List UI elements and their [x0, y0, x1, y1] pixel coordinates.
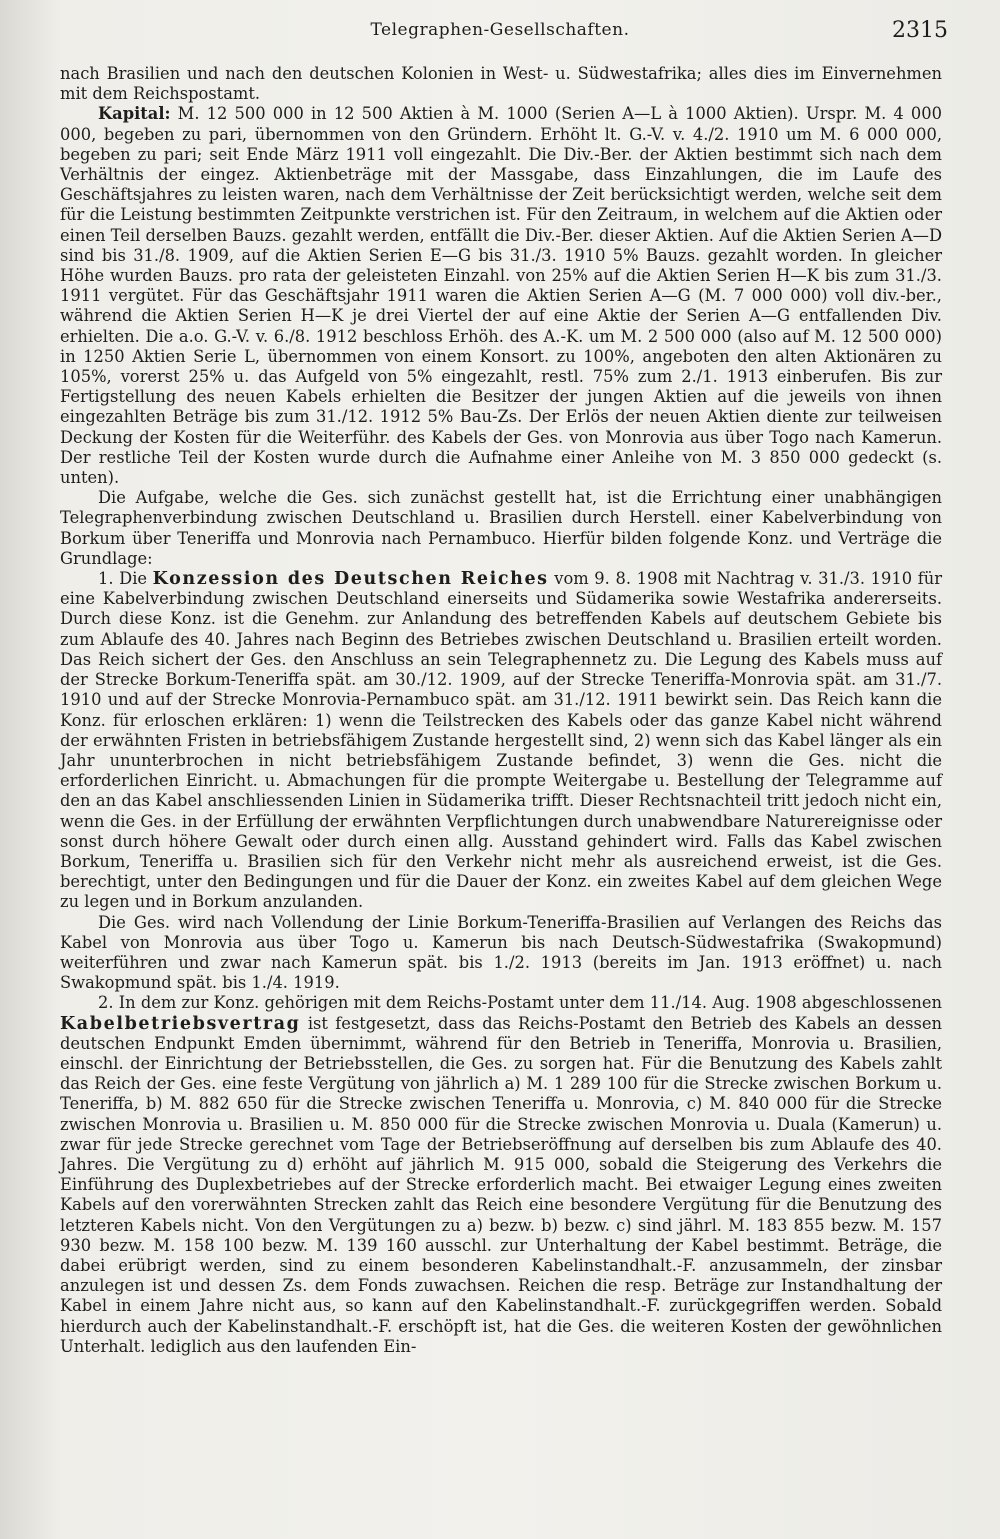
paragraph-text: Die Aufgabe, welche die Ges. sich zunächst gestellt hat, ist die Errichtung einer unabhängigen Telegraphenverbindung zwischen Deutschland u. Brasilien durch Herstell. einer Kabelverbindung von Borkum über Teneriffa und Monrovia nach Pernambuco. Hierfür bilden folgende Konz. und Verträge die Grundlage: [60, 488, 942, 568]
paragraph-text: nach Brasilien und nach den deutschen Kolonien in West- u. Südwestafrika; alles dies im Einvernehmen mit dem Reichspostamt. [60, 64, 942, 104]
paragraph-kapital [60, 104, 942, 488]
paragraph-prefix: 1. Die [98, 569, 153, 589]
paragraph-text: Die Ges. wird nach Vollendung der Linie Borkum-Teneriffa-Brasilien auf Verlangen des Reichs das Kabel von Monrovia aus über Togo u. Kamerun bis nach Deutsch-Südwestafrika (Swakopmund) weiterführen und zwar nach Kamerun spät. bis 1./2. 1913 (bereits im Jan. 1913 eröffnet) u. nach Swakopmund spät. bis 1./4. 1919. [60, 912, 942, 993]
paragraph-text: ist festgesetzt, dass das Reichs-Postamt den Betrieb des Kabels an dessen deutschen Endpunkt Emden übernimmt, während für den Betrieb in Teneriffa, Monrovia u. Brasilien, einschl. der Einrichtung der Betriebsstellen, die Ges. zu sorgen hat. Für die Benutzung des Kabels zahlt das Reich der Ges. eine feste Vergütung von jährlich a) M. 1 289 100 für die Strecke zwischen Borkum u. Teneriffa, b) M. 882 650 für die Strecke zwischen Teneriffa u. Monrovia, c) M. 840 000 für die Strecke zwischen Monrovia u. Brasilien u. M. 850 000 für die Strecke zwischen Monrovia u. Duala (Kamerun) u. zwar für jede Strecke gerechnet vom Tage der Betriebseröffnung auf derselben bis zum Ablaufe des 40. Jahres. Die Vergütung zu d) erhöht auf jährlich M. 915 000, sobald die Steigerung des Verkehrs die Einführung des Duplexbetriebes auf der Strecke erforderlich macht. Bei etwaiger Legung eines zweiten Kabels auf den vorerwähnten Strecken zahlt das Reich eine besondere Vergütung für die Benutzung des letzteren Kabels nicht. Von den Vergütungen zu a) bezw. b) bezw. c) sind jährl. M. 183 855 bezw. M. 157 930 bezw. M. 158 100 bezw. M. 139 160 ausschl. zur Unterhaltung der Kabel bestimmt. Beträge, die dabei erübrigt werden, sind zu einem besonderen Kabelinstandhalt.-F. anzusammeln, der zinsbar anzulegen ist und dessen Zs. dem Fonds zuwachsen. Reichen die resp. Beträge zur Instandhaltung der Kabel in einem Jahre nicht aus, so kann auf den Kabelinstandhalt.-F. zurückgegriffen werden. Sobald hierdurch auch der Kabelinstandhalt.-F. erschöpft ist, hat die Ges. die weiteren Kosten der gewöhnlichen Unterhalt. lediglich aus den laufenden Ein- [60, 1013, 942, 1356]
kapital-label: Kapital: [98, 104, 171, 124]
running-head: Telegraphen-Gesellschaften. [370, 20, 630, 40]
paragraph-intro [60, 64, 942, 104]
paragraph-kabelbetriebsvertrag [60, 993, 942, 1357]
paragraph-aufgabe [60, 488, 942, 569]
paragraph-konzession [60, 569, 942, 912]
page-body [60, 64, 942, 1357]
konzession-heading: Konzession des Deutschen Reiches [152, 569, 549, 590]
paragraph-text: M. 12 500 000 in 12 500 Aktien à M. 1000 (Serien A—L à 1000 Aktien). Urspr. M. 4 000 000, begeben zu pari, übernommen von den Gründern. Erhöht lt. G.-V. v. 4./2. 1910 um M. 6 000 000, begeben zu pari; seit Ende März 1911 voll eingezahlt. Die Div.-Ber. der Aktien bestimmt sich nach dem Verhältnis der eingez. Aktienbeträge mit der Massgabe, dass Einzahlungen, die im Laufe des Geschäftsjahres zu leisten waren, nach dem Verhältnisse der Zeit berücksichtigt werden, welche seit dem für die Leistung bestimmten Zeitpunkte verstrichen ist. Für den Zeitraum, in welchem auf die Aktien oder einen Teil derselben Bauzs. gezahlt werden, entfällt die Div.-Ber. dieser Aktien. Auf die Aktien Serien A—D sind bis 31./8. 1909, auf die Aktien Serien E—G bis 31./3. 1910 5% Bauzs. gezahlt worden. In gleicher Höhe wurden Bauzs. pro rata der geleisteten Einzahl. von 25% auf die Aktien Serien H—K bis zum 31./3. 1911 vergütet. Für das Geschäftsjahr 1911 waren die Aktien Serien A—G (M. 7 000 000) voll div.-ber., während die Aktien Serien H—K je drei Viertel der auf eine Aktie der Serien A—G entfallenden Div. erhielten. Die a.o. G.-V. v. 6./8. 1912 beschloss Erhöh. des A.-K. um M. 2 500 000 (also auf M. 12 500 000) in 1250 Aktien Serie L, übernommen von einem Konsort. zu 100%, angeboten den alten Aktionären zu 105%, vorerst 25% u. das Aufgeld von 5% eingezahlt, restl. 75% zum 2./1. 1913 einberufen. Bis zur Fertigstellung des neuen Kabels erhielten die Besitzer der jungen Aktien auf die jeweils von ihnen eingezahlten Beträge bis zum 31./12. 1912 5% Bau-Zs. Der Erlös der neuen Aktien diente zur teilweisen Deckung der Kosten für die Weiterführ. des Kabels der Ges. von Monrovia aus über Togo nach Kamerun. Der restliche Teil der Kosten wurde durch die Aufnahme einer Anleihe von M. 3 850 000 gedeckt (s. unten). [60, 104, 942, 488]
paragraph-prefix: 2. In dem zur Konz. gehörigen mit dem Reichs-Postamt unter dem 11./14. Aug. 1908 abgeschlossenen [98, 993, 942, 1013]
paragraph-text: vom 9. 8. 1908 mit Nachtrag v. 31./3. 1910 für eine Kabelverbindung zwischen Deutschland einerseits und Südamerika sowie Westafrika andererseits. Durch diese Konz. ist die Genehm. zur Anlandung des betreffenden Kabels auf deutschem Gebiete bis zum Ablaufe des 40. Jahres nach Beginn des Betriebes zwischen Deutschland u. Brasilien erteilt worden. Das Reich sichert der Ges. den Anschluss an sein Telegraphennetz zu. Die Legung des Kabels muss auf der Strecke Borkum-Teneriffa spät. am 30./12. 1909, auf der Strecke Teneriffa-Monrovia spät. am 31./7. 1910 und auf der Strecke Monrovia-Pernambuco spät. am 31./12. 1911 bewirkt sein. Das Reich kann die Konz. für erloschen erklären: 1) wenn die Teilstrecken des Kabels oder das ganze Kabel nicht während der erwähnten Fristen in betriebsfähigem Zustande hergestellt sind, 2) wenn sich das Kabel länger als ein Jahr ununterbrochen in nicht betriebsfähigem Zustande befindet, 3) wenn die Ges. nicht die erforderlichen Einricht. u. Abmachungen für die prompte Weitergabe u. Bestellung der Telegramme auf den an das Kabel anschliessenden Linien in Südamerika trifft. Dieser Rechtsnachteil tritt jedoch nicht ein, wenn die Ges. in der Erfüllung der erwähnten Verpflichtungen durch unabwendbare Naturereignisse oder sonst durch höhere Gewalt oder durch einen allg. Ausstand gehindert wird. Falls das Kabel zwischen Borkum, Teneriffa u. Brasilien sich für den Verkehr nicht mehr als ausreichend erweist, ist die Ges. berechtigt, unter den Bedingungen und für die Dauer der Konz. ein zweites Kabel auf dem gleichen Wege zu legen und in Borkum anzulanden. [60, 569, 943, 912]
page-header [0, 20, 1000, 54]
page-number: 2315 [892, 18, 948, 43]
paragraph-weiterfuehrung [60, 913, 942, 994]
kabelbetriebsvertrag-heading: Kabelbetriebsvertrag [60, 1013, 301, 1034]
